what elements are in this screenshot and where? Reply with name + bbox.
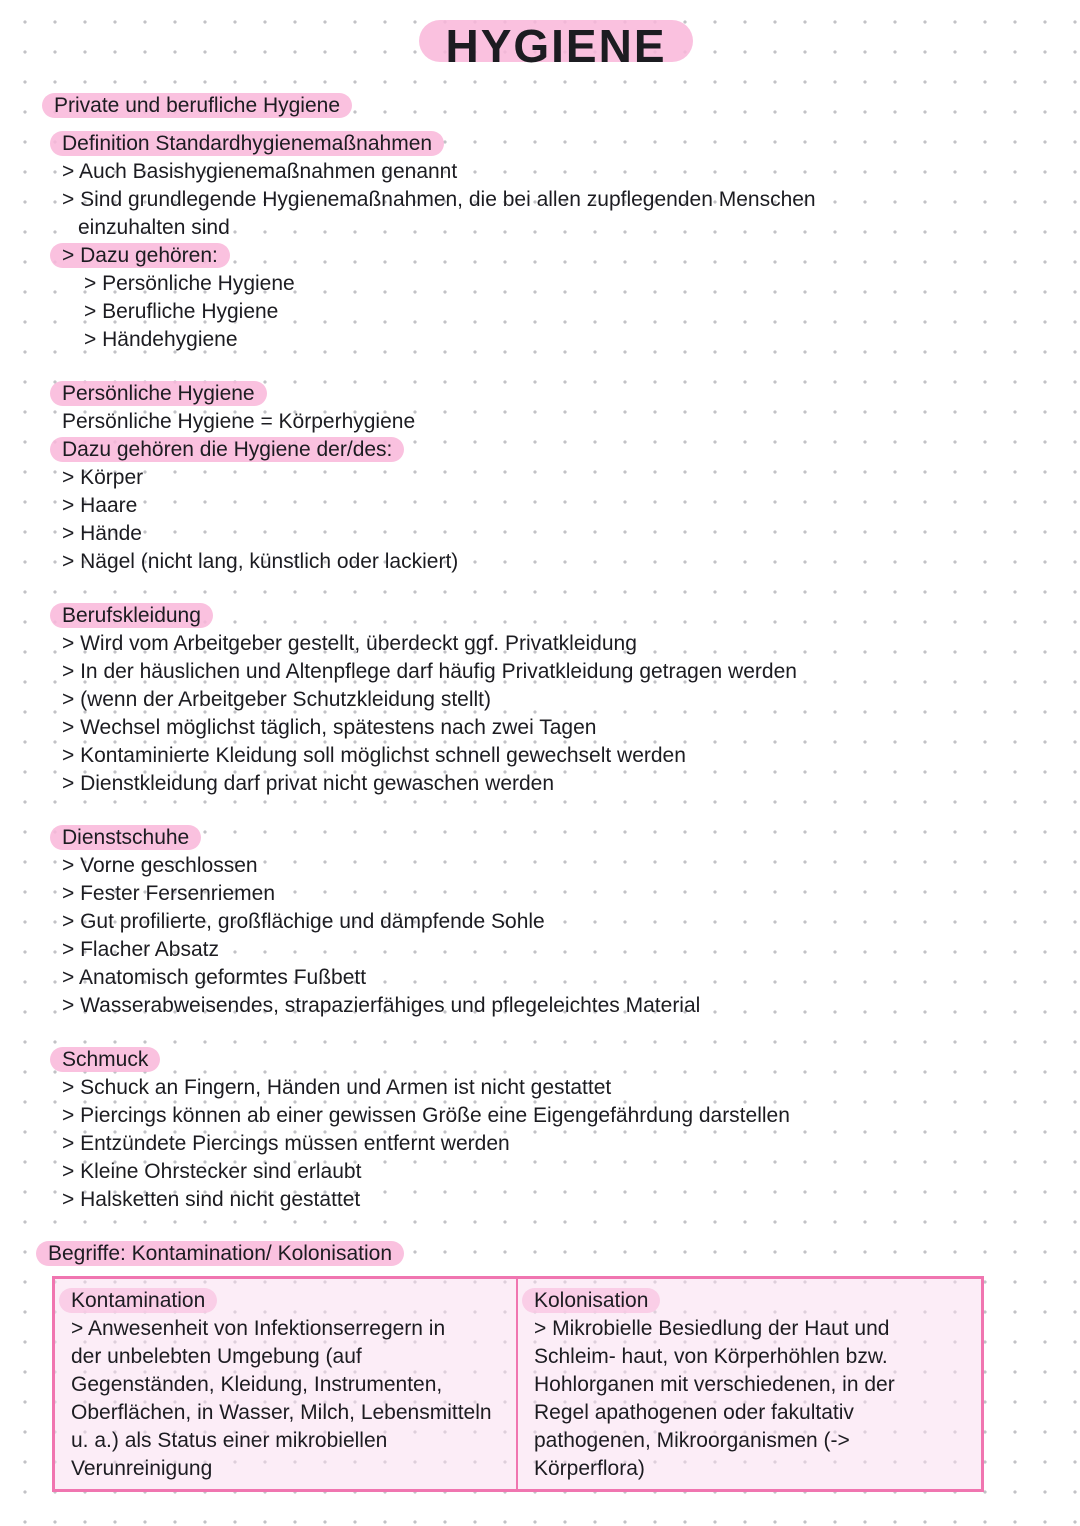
note-line: > Kontaminierte Kleidung soll möglichst schnell gewechselt werden [62, 744, 686, 767]
section-heading: Persönliche Hygiene [62, 380, 255, 408]
section [62, 1046, 1050, 1214]
note-line: Persönliche Hygiene = Körperhygiene [62, 410, 416, 433]
subtitle: Private und berufliche Hygiene [54, 92, 340, 120]
section-heading-line [62, 824, 1050, 852]
note-line: > Berufliche Hygiene [84, 300, 279, 323]
section-heading: Schmuck [62, 1046, 148, 1074]
note-line: > Haare [62, 494, 138, 517]
note-line: > Dienstkleidung darf privat nicht gewaschen werden [62, 772, 555, 795]
highlighted-text: Dazu gehören die Hygiene der/des: [62, 436, 392, 464]
note-line: > Sind grundlegende Hygienemaßnahmen, die bei allen zupflegenden Menschen [62, 188, 816, 211]
section-heading-line [62, 380, 1050, 408]
section-heading-line [62, 602, 1050, 630]
note-line: > Anatomisch geformtes Fußbett [62, 966, 367, 989]
note-line [62, 242, 1050, 270]
section [62, 130, 1050, 354]
note-line: > Piercings können ab einer gewissen Größe eine Eigengefährdung darstellen [62, 1104, 790, 1127]
cell-line: Schleim- haut, von Körperhöhlen bzw. [534, 1345, 888, 1368]
cell-title-line [534, 1287, 965, 1315]
note-line: > Körper [62, 466, 144, 489]
note-line: > Auch Basishygienemaßnahmen genannt [62, 160, 458, 183]
cell-line: pathogenen, Mikroorganismen (-> [534, 1429, 850, 1452]
cell-title: Kolonisation [534, 1287, 648, 1315]
terms-heading: Begriffe: Kontamination/ Kolonisation [48, 1240, 392, 1268]
cell-title: Kontamination [71, 1287, 205, 1315]
note-line: > Nägel (nicht lang, künstlich oder lackiert) [62, 550, 459, 573]
cell-title-line [71, 1287, 500, 1315]
section-heading-line [62, 1046, 1050, 1074]
cell-line: Oberflächen, in Wasser, Milch, Lebensmitteln [71, 1401, 492, 1424]
note-line: > Kleine Ohrstecker sind erlaubt [62, 1160, 362, 1183]
note-line: > Schuck an Fingern, Händen und Armen ist nicht gestattet [62, 1076, 612, 1099]
note-line: > Händehygiene [84, 328, 238, 351]
note-line: > Vorne geschlossen [62, 854, 258, 877]
cell-line: Körperflora) [534, 1457, 645, 1480]
note-line [62, 436, 1050, 464]
cell-line: Gegenständen, Kleidung, Instrumenten, [71, 1373, 443, 1396]
highlighted-text: > Dazu gehören: [62, 242, 218, 270]
note-line: > Hände [62, 522, 142, 545]
note-line: > Halsketten sind nicht gestattet [62, 1188, 361, 1211]
terms-heading-line [48, 1240, 1050, 1268]
note-line: > (wenn der Arbeitgeber Schutzkleidung stellt) [62, 688, 491, 711]
cell-line: u. a.) als Status einer mikrobiellen [71, 1429, 388, 1452]
section-heading-line [62, 130, 1050, 158]
title-row [62, 18, 1050, 84]
table-cell [55, 1279, 518, 1489]
cell-line: der unbelebten Umgebung (auf [71, 1345, 362, 1368]
cell-line: > Anwesenheit von Infektionserregern in [71, 1317, 446, 1340]
table-cell [518, 1279, 981, 1489]
section-heading: Definition Standardhygienemaßnahmen [62, 130, 432, 158]
terms-table [52, 1276, 984, 1492]
note-line: > Gut profilierte, großflächige und dämpfende Sohle [62, 910, 545, 933]
cell-line: Verunreinigung [71, 1457, 213, 1480]
subtitle-line [54, 92, 1050, 120]
section-heading: Berufskleidung [62, 602, 201, 630]
cell-line: Regel apathogenen oder fakultativ [534, 1401, 854, 1424]
section-heading: Dienstschuhe [62, 824, 189, 852]
note-line: > Entzündete Piercings müssen entfernt werden [62, 1132, 510, 1155]
note-line: > In der häuslichen und Altenpflege darf häufig Privatkleidung getragen werden [62, 660, 797, 683]
cell-line: Hohlorganen mit verschiedenen, in der [534, 1373, 895, 1396]
note-line: einzuhalten sind [78, 216, 230, 239]
section [62, 380, 1050, 576]
note-line: > Flacher Absatz [62, 938, 219, 961]
section [62, 602, 1050, 798]
note-line: > Wird vom Arbeitgeber gestellt, überdeckt ggf. Privatkleidung [62, 632, 637, 655]
sections-container [62, 130, 1050, 1214]
note-line: > Wechsel möglichst täglich, spätestens nach zwei Tagen [62, 716, 597, 739]
note-line: > Fester Fersenriemen [62, 882, 275, 905]
section [62, 824, 1050, 1020]
cell-line: > Mikrobielle Besiedlung der Haut und [534, 1317, 890, 1340]
note-line: > Persönliche Hygiene [84, 272, 295, 295]
page-title: HYGIENE [445, 20, 667, 72]
note-line: > Wasserabweisendes, strapazierfähiges und pflegeleichtes Material [62, 994, 701, 1017]
